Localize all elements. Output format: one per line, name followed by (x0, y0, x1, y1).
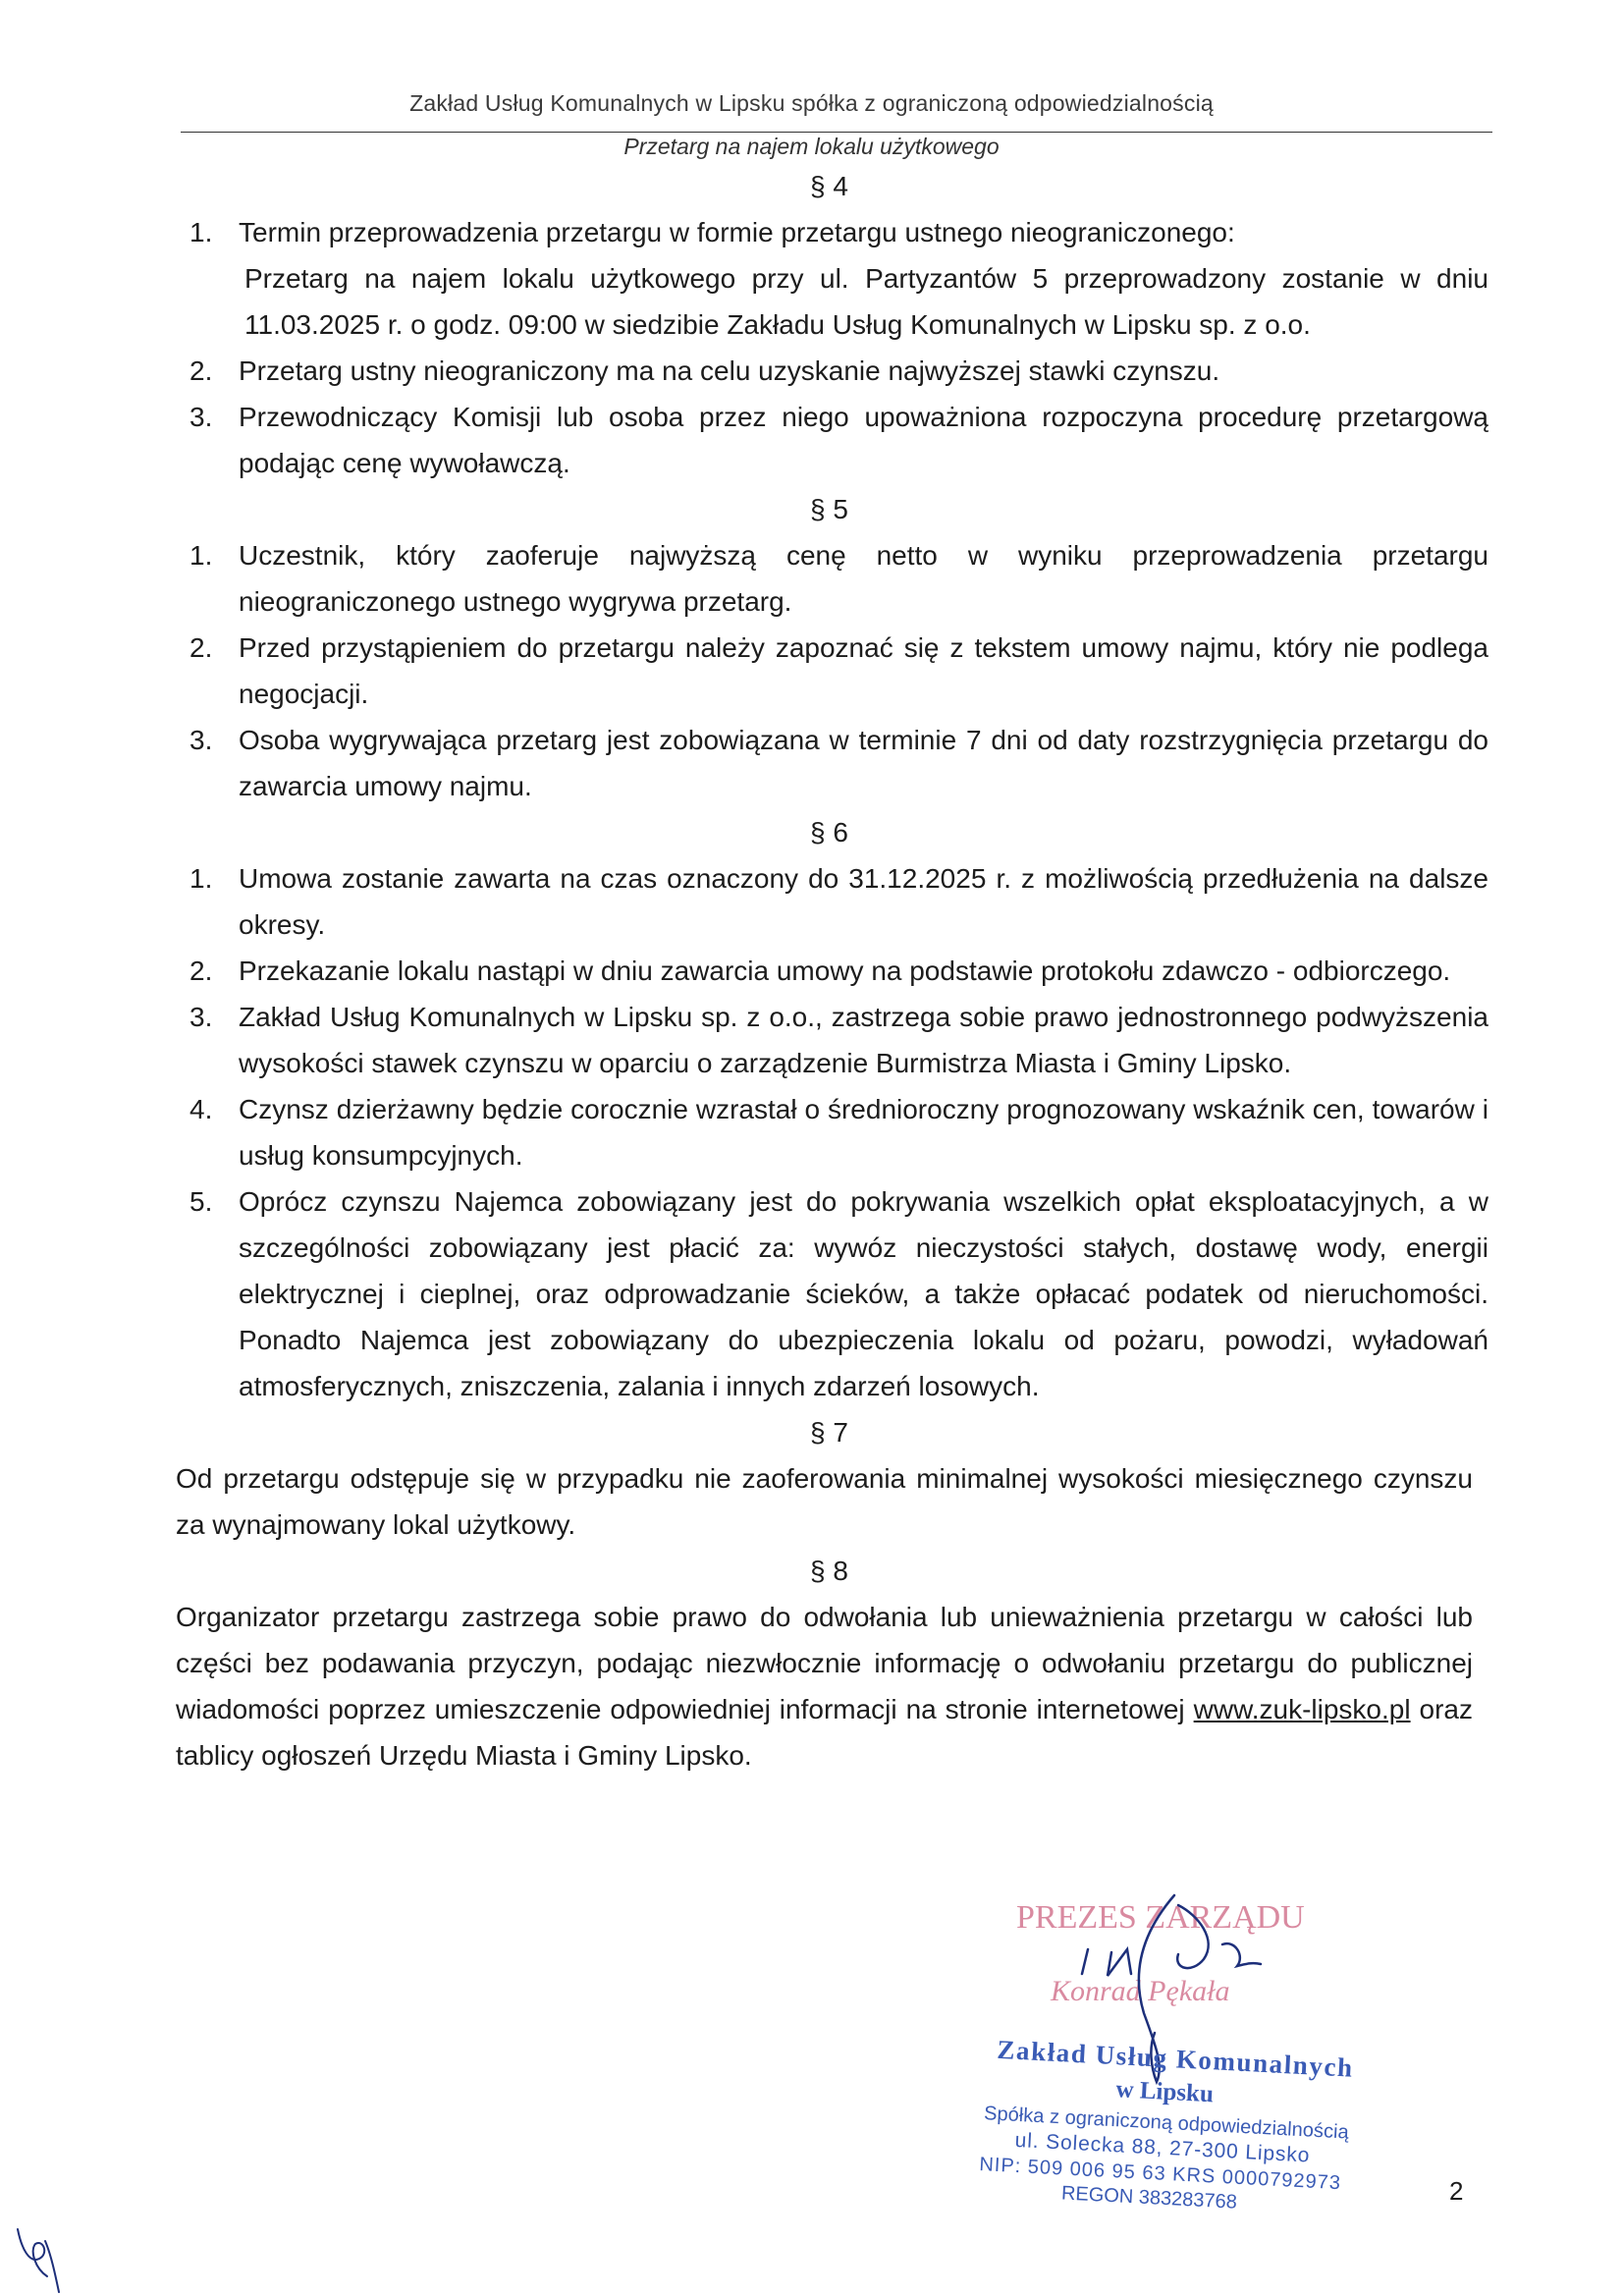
item-number: 1. (189, 217, 213, 247)
section-7-heading: § 7 (810, 1417, 848, 1448)
company-stamp-line-3: Spółka z ograniczoną odpowiedzialnością (983, 2103, 1350, 2144)
president-stamp-name: Konrad Pękała (1051, 1975, 1230, 2007)
item-text: Czynsz dzierżawny będzie corocznie wzrastał o średnioroczny prognozowany wskaźnik cen, towarów i usług konsumpcyjnych. (239, 1094, 1488, 1171)
item-text: Umowa zostanie zawarta na czas oznaczony do 31.12.2025 r. z możliwością przedłużenia na dalsze okresy. (239, 863, 1488, 940)
item-number: 2. (189, 355, 213, 386)
section-6-item-3 (189, 994, 1488, 1086)
item-text: Oprócz czynszu Najemca zobowiązany jest do pokrywania wszelkich opłat eksploatacyjnych, a w szczególności zobowiązany jest płacić za: wywóz nieczystości stałych, dostawę wody, energii elektrycznej i cieplnej, oraz odprowadzanie ścieków, a także opłacać podatek od nieruchomości. Ponadto Najemca jest zobowiązany do ubezpieczenia lokalu od pożaru, powodzi, wyładowań atmosferycznych, zniszczenia, zalania i innych zdarzeń losowych. (239, 1186, 1488, 1401)
header-divider (181, 132, 1492, 133)
handwritten-signature (1082, 1895, 1261, 2082)
section-6-item-4 (189, 1086, 1488, 1178)
section-8-heading: § 8 (810, 1556, 848, 1586)
section-4-list (189, 209, 1488, 486)
section-7-text: Od przetargu odstępuje się w przypadku nie zaoferowania minimalnej wysokości miesięcznego czynszu za wynajmowany lokal użytkowy. (176, 1463, 1473, 1540)
section-6-list (189, 855, 1488, 1409)
section-6-heading: § 6 (810, 817, 848, 847)
section-4-item-3 (189, 394, 1488, 486)
section-5-item-1 (189, 532, 1488, 625)
item-number: 1. (189, 540, 213, 571)
item-text: Przed przystąpieniem do przetargu należy zapoznać się z tekstem umowy najmu, który nie podlega negocjacji. (239, 632, 1488, 709)
company-stamp (978, 2034, 1354, 2218)
section-8-text-end: oraz tablicy ogłoszeń Urzędu Miasta i Gminy Lipsko. (176, 1694, 1474, 1771)
company-stamp-line-4: ul. Solecka 88, 27-300 Lipsko (1014, 2128, 1310, 2167)
item-text: Zakład Usług Komunalnych w Lipsku sp. z o.o., zastrzega sobie prawo jednostronnego podwyższenia wysokości stawek czynszu w oparciu o zarządzenie Burmistrza Miasta i Gminy Lipsko. (239, 1002, 1488, 1078)
item-text: Przekazanie lokalu nastąpi w dniu zawarcia umowy na podstawie protokołu zdawczo - odbiorczego. (239, 956, 1451, 986)
document-body (0, 163, 1623, 1778)
company-stamp-line-2: w Lipsku (1114, 2076, 1215, 2108)
item-number: 3. (189, 402, 213, 432)
item-number: 4. (189, 1094, 213, 1124)
website-link[interactable]: www.zuk-lipsko.pl (1193, 1694, 1411, 1724)
section-4-heading: § 4 (810, 171, 848, 201)
item-number: 1. (189, 863, 213, 894)
item-number: 2. (189, 956, 213, 986)
item-text: Osoba wygrywająca przetarg jest zobowiązana w terminie 7 dni od daty rozstrzygnięcia przetargu do zawarcia umowy najmu. (239, 725, 1488, 801)
item-number: 3. (189, 725, 213, 755)
section-8-text (176, 1594, 1473, 1778)
president-stamp-title: PREZES ZARZĄDU (1016, 1899, 1305, 1936)
header-company-name: Zakład Usług Komunalnych w Lipsku spółka z ograniczoną odpowiedzialnością (409, 90, 1214, 116)
item-text: Termin przeprowadzenia przetargu w formie przetargu ustnego nieograniczonego: (239, 217, 1235, 247)
item-continuation: Przetarg na najem lokalu użytkowego przy ul. Partyzantów 5 przeprowadzony zostanie w dniu 11.03.2025 r. o godz. 09:00 w siedzibie Zakładu Usług Komunalnych w Lipsku sp. z o.o. (244, 263, 1488, 340)
section-5-list (189, 532, 1488, 809)
section-4-item-1 (189, 209, 1488, 348)
item-number: 3. (189, 1002, 213, 1032)
section-6-item-5 (189, 1178, 1488, 1409)
item-number: 2. (189, 632, 213, 663)
item-text: Uczestnik, który zaoferuje najwyższą cenę netto w wyniku przeprowadzenia przetargu nieograniczonego ustnego wygrywa przetarg. (239, 540, 1488, 617)
section-5-heading: § 5 (810, 494, 848, 524)
section-5-item-2 (189, 625, 1488, 717)
item-text: Przetarg ustny nieograniczony ma na celu uzyskanie najwyższej stawki czynszu. (239, 355, 1220, 386)
margin-initials (18, 2229, 59, 2292)
page-number: 2 (1449, 2176, 1464, 2206)
item-number: 5. (189, 1186, 213, 1217)
header-subject: Przetarg na najem lokalu użytkowego (623, 134, 1000, 159)
company-stamp-line-5: NIP: 509 006 95 63 KRS 0000792973 (978, 2153, 1341, 2195)
section-6-item-2 (189, 948, 1488, 994)
section-4-item-2 (189, 348, 1488, 394)
item-text: Przewodniczący Komisji lub osoba przez niego upoważniona rozpoczyna procedurę przetargową podając cenę wywoławczą. (239, 402, 1488, 478)
company-stamp-line-6: REGON 383283768 (1060, 2182, 1238, 2214)
company-stamp-line-1: Zakład Usług Komunalnych (996, 2034, 1353, 2083)
section-5-item-3 (189, 717, 1488, 809)
section-6-item-1 (189, 855, 1488, 948)
section-8-text-start: Organizator przetargu zastrzega sobie prawo do odwołania lub unieważnienia przetargu w całości lub części bez podawania przyczyn, podając niezwłocznie informację o odwołaniu przetargu do publicznej wiadomości poprzez umieszczenie odpowiedniej informacji na stronie internetowej (176, 1602, 1473, 1724)
